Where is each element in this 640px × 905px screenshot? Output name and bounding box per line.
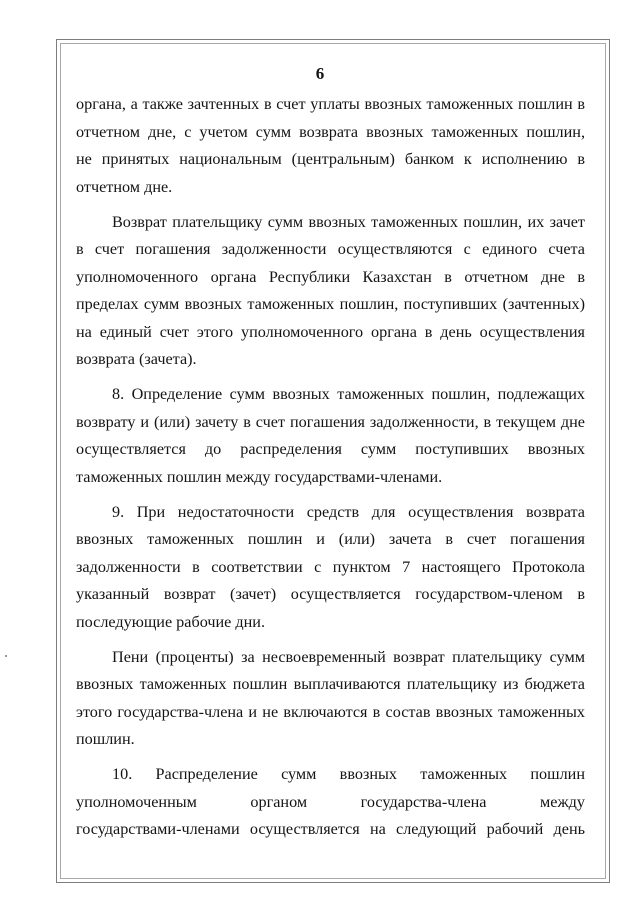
text-line: таможенных пошлин между государствами-членами. <box>76 467 443 486</box>
text-line: возврату и (или) зачету в счет погашения задолженности, в текущем дне <box>76 412 585 431</box>
text-line: пошлин. <box>76 730 135 748</box>
text-line: Возврат плательщику сумм ввозных таможенных пошлин, их зачет <box>112 212 585 231</box>
text-line: возврата (зачета). <box>76 350 197 368</box>
paragraph <box>76 499 585 637</box>
scan-artifact <box>5 655 7 657</box>
document-body <box>76 91 585 844</box>
text-line: этого государства-члена и не включаются в состав ввозных таможенных <box>76 702 585 721</box>
paragraph <box>76 209 585 374</box>
text-line: государствами-членами осуществляется на следующий рабочий день <box>76 820 585 838</box>
text-line: в счет погашения задолженности осуществляются с единого счета <box>76 240 585 258</box>
text-line: на единый счет этого уполномоченного органа в день осуществления <box>76 322 585 341</box>
text-line: указанный возврат (зачет) осуществляется государством-членом в <box>76 585 585 603</box>
text-line: 9. При недостаточности средств для осуществления возврата <box>112 502 585 521</box>
text-line: 8. Определение сумм ввозных таможенных пошлин, подлежащих <box>112 385 585 403</box>
text-line: органа, а также зачтенных в счет уплаты ввозных таможенных пошлин в <box>76 95 585 113</box>
text-line: уполномоченным органом государства-члена между <box>76 792 585 811</box>
text-line: Пени (проценты) за несвоевременный возврат плательщику сумм <box>112 647 585 666</box>
text-line: отчетном дне, с учетом сумм возврата ввозных таможенных пошлин, <box>76 122 585 141</box>
paragraph <box>76 91 585 201</box>
page-number: 6 <box>315 64 325 83</box>
text-line: ввозных таможенных пошлин и (или) зачета в счет погашения <box>76 530 585 548</box>
text-line: осуществляется до распределения сумм поступивших ввозных <box>76 440 585 458</box>
paragraph <box>76 761 585 844</box>
text-line: 10. Распределение сумм ввозных таможенных пошлин <box>112 765 585 783</box>
text-line: не принятых национальным (центральным) банком к исполнению в <box>76 150 585 168</box>
text-line: задолженности в соответствии с пунктом 7 настоящего Протокола <box>76 557 585 576</box>
text-line: отчетном дне. <box>76 177 173 196</box>
text-line: пределах сумм ввозных таможенных пошлин, поступивших (зачтенных) <box>76 295 585 313</box>
paragraph <box>76 644 585 754</box>
text-line: уполномоченного органа Республики Казахстан в отчетном дне в <box>76 267 585 286</box>
text-line: последующие рабочие дни. <box>76 612 266 631</box>
text-line: ввозных таможенных пошлин выплачиваются плательщику из бюджета <box>76 675 585 693</box>
paragraph <box>76 381 585 491</box>
